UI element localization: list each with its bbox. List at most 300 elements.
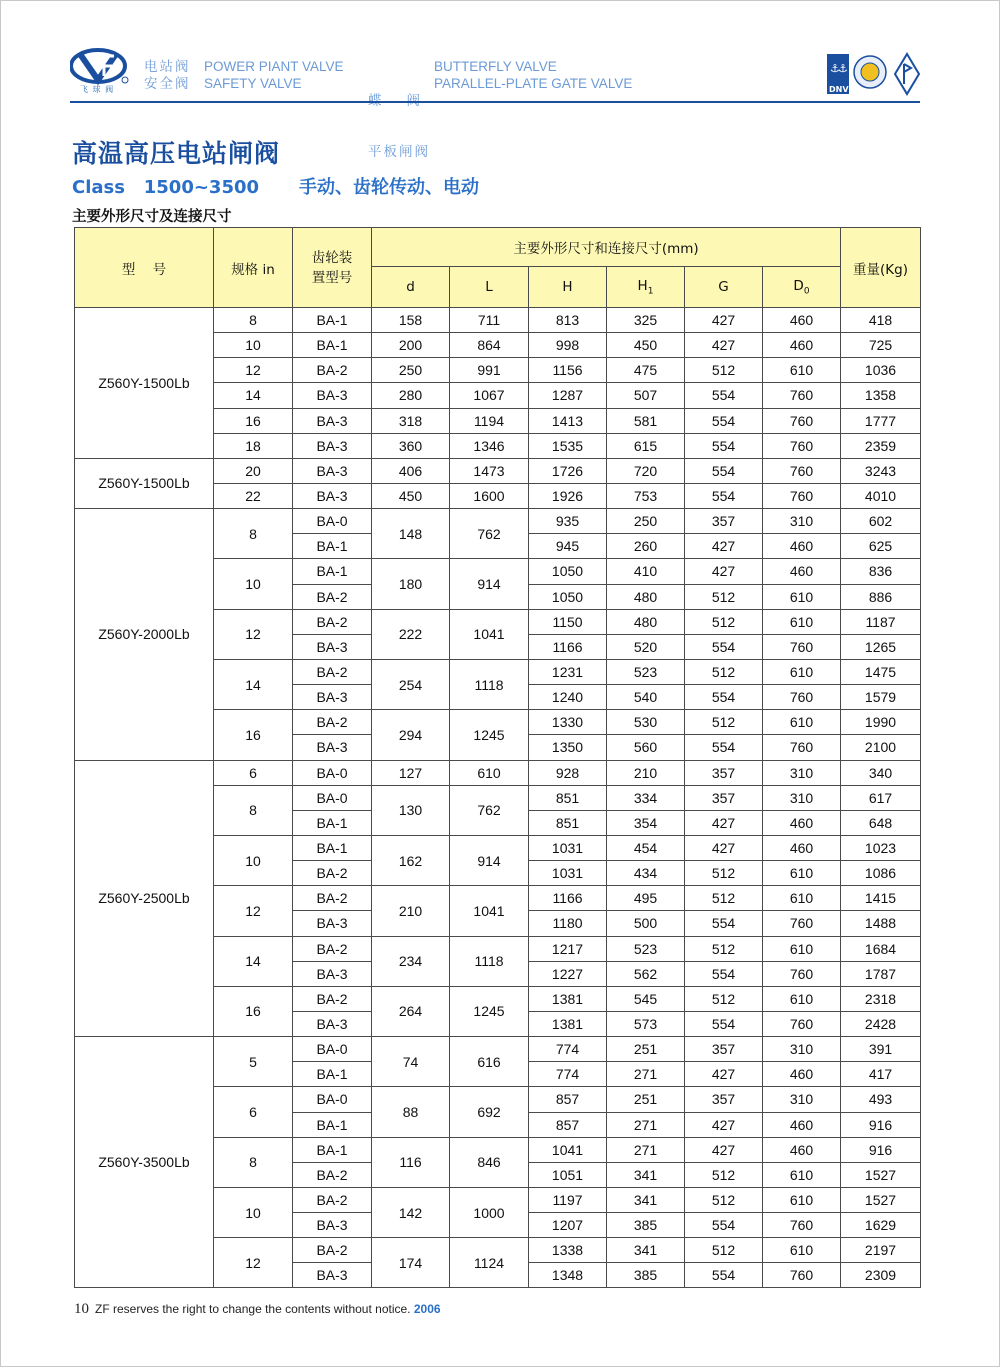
D0-cell: 460	[763, 1137, 841, 1162]
H-cell: 1350	[529, 735, 607, 760]
size-cell: 8	[214, 308, 293, 333]
H1-cell: 480	[607, 609, 685, 634]
weight-cell: 1990	[841, 710, 921, 735]
H-cell: 1166	[529, 886, 607, 911]
D0-cell: 760	[763, 483, 841, 508]
gear-cell: BA-2	[293, 609, 372, 634]
gear-cell: BA-1	[293, 835, 372, 860]
G-cell: 554	[685, 1263, 763, 1288]
H-cell: 1381	[529, 1011, 607, 1036]
G-cell: 427	[685, 333, 763, 358]
svg-text:⚓: ⚓	[838, 62, 848, 75]
G-cell: 357	[685, 785, 763, 810]
weight-cell: 391	[841, 1037, 921, 1062]
D0-cell: 610	[763, 936, 841, 961]
H1-cell: 545	[607, 986, 685, 1011]
weight-cell: 418	[841, 308, 921, 333]
H-cell: 1726	[529, 458, 607, 483]
D0-cell: 610	[763, 609, 841, 634]
table-body	[75, 308, 921, 1288]
H-cell: 935	[529, 509, 607, 534]
d-cell: 158	[372, 308, 450, 333]
H-cell: 857	[529, 1112, 607, 1137]
gear-cell: BA-2	[293, 1187, 372, 1212]
gear-cell: BA-1	[293, 1137, 372, 1162]
weight-cell: 417	[841, 1062, 921, 1087]
size-cell: 20	[214, 458, 293, 483]
D0-cell: 760	[763, 911, 841, 936]
gear-cell: BA-2	[293, 886, 372, 911]
D0-cell: 610	[763, 710, 841, 735]
gear-cell: BA-2	[293, 358, 372, 383]
H1-cell: 615	[607, 433, 685, 458]
d-cell: 142	[372, 1187, 450, 1237]
dimensions-table	[74, 227, 921, 1288]
gear-cell: BA-3	[293, 911, 372, 936]
size-cell: 16	[214, 710, 293, 760]
gear-cell: BA-2	[293, 986, 372, 1011]
G-cell: 554	[685, 911, 763, 936]
size-cell: 14	[214, 383, 293, 408]
gear-cell: BA-1	[293, 308, 372, 333]
H-cell: 1330	[529, 710, 607, 735]
d-cell: 254	[372, 659, 450, 709]
L-cell: 1041	[450, 886, 529, 936]
header-L: L	[450, 267, 529, 308]
D0-cell: 310	[763, 1037, 841, 1062]
H-cell: 1227	[529, 961, 607, 986]
table-row	[75, 509, 921, 534]
H1-cell: 434	[607, 861, 685, 886]
gear-cell: BA-2	[293, 584, 372, 609]
L-cell: 711	[450, 308, 529, 333]
G-cell: 357	[685, 509, 763, 534]
H-cell: 1217	[529, 936, 607, 961]
G-cell: 512	[685, 659, 763, 684]
d-cell: 162	[372, 835, 450, 885]
H-cell: 928	[529, 760, 607, 785]
header-model: 型 号	[75, 228, 214, 308]
d-cell: 406	[372, 458, 450, 483]
header-label: 安全阀	[144, 76, 191, 91]
d-cell: 180	[372, 559, 450, 609]
size-cell: 16	[214, 408, 293, 433]
gear-cell: BA-3	[293, 458, 372, 483]
size-cell: 8	[214, 785, 293, 835]
G-cell: 554	[685, 433, 763, 458]
class-range: Class 1500~3500	[72, 177, 260, 198]
D0-cell: 610	[763, 1187, 841, 1212]
H1-cell: 500	[607, 911, 685, 936]
gear-cell: BA-3	[293, 1213, 372, 1238]
D0-cell: 610	[763, 1162, 841, 1187]
H-cell: 1051	[529, 1162, 607, 1187]
d-cell: 210	[372, 886, 450, 936]
certification-logos-icon	[825, 50, 920, 96]
H1-cell: 334	[607, 785, 685, 810]
G-cell: 512	[685, 986, 763, 1011]
D0-cell: 610	[763, 659, 841, 684]
svg-text:⚓: ⚓	[830, 62, 840, 75]
gear-cell: BA-3	[293, 735, 372, 760]
weight-cell: 916	[841, 1112, 921, 1137]
L-cell: 1245	[450, 710, 529, 760]
weight-cell: 1265	[841, 634, 921, 659]
size-cell: 8	[214, 1137, 293, 1187]
G-cell: 427	[685, 1062, 763, 1087]
logo-text: 飞 球 阀	[80, 85, 115, 94]
D0-cell: 760	[763, 408, 841, 433]
H1-cell: 573	[607, 1011, 685, 1036]
G-cell: 357	[685, 1087, 763, 1112]
d-cell: 222	[372, 609, 450, 659]
gear-cell: BA-2	[293, 1238, 372, 1263]
D0-cell: 760	[763, 735, 841, 760]
weight-cell: 836	[841, 559, 921, 584]
weight-cell: 1036	[841, 358, 921, 383]
L-cell: 1118	[450, 659, 529, 709]
header-H1: $H_1$	[607, 267, 685, 308]
size-cell: 10	[214, 559, 293, 609]
d-cell: 234	[372, 936, 450, 986]
H1-cell: 523	[607, 659, 685, 684]
H-cell: 1207	[529, 1213, 607, 1238]
gear-cell: BA-2	[293, 1162, 372, 1187]
D0-cell: 610	[763, 886, 841, 911]
G-cell: 512	[685, 1187, 763, 1212]
L-cell: 1041	[450, 609, 529, 659]
L-cell: 864	[450, 333, 529, 358]
weight-cell: 340	[841, 760, 921, 785]
H1-cell: 271	[607, 1137, 685, 1162]
G-cell: 512	[685, 886, 763, 911]
gear-cell: BA-0	[293, 785, 372, 810]
size-cell: 10	[214, 333, 293, 358]
weight-cell: 2197	[841, 1238, 921, 1263]
gear-cell: BA-3	[293, 961, 372, 986]
H-cell: 945	[529, 534, 607, 559]
G-cell: 427	[685, 1137, 763, 1162]
H1-cell: 325	[607, 308, 685, 333]
H-cell: 857	[529, 1087, 607, 1112]
header-size: 规格 in	[214, 228, 293, 308]
weight-cell: 1777	[841, 408, 921, 433]
G-cell: 554	[685, 408, 763, 433]
G-cell: 357	[685, 1037, 763, 1062]
D0-cell: 760	[763, 685, 841, 710]
H-cell: 1050	[529, 559, 607, 584]
weight-cell: 1086	[841, 861, 921, 886]
H-cell: 1240	[529, 685, 607, 710]
H-cell: 1926	[529, 483, 607, 508]
H1-cell: 562	[607, 961, 685, 986]
model-cell: Z560Y-2500Lb	[75, 760, 214, 1037]
weight-cell: 2309	[841, 1263, 921, 1288]
D0-cell: 310	[763, 509, 841, 534]
d-cell: 294	[372, 710, 450, 760]
G-cell: 427	[685, 835, 763, 860]
d-cell: 250	[372, 358, 450, 383]
G-cell: 512	[685, 358, 763, 383]
G-cell: 427	[685, 534, 763, 559]
G-cell: 512	[685, 710, 763, 735]
G-cell: 512	[685, 1238, 763, 1263]
gear-cell: BA-2	[293, 936, 372, 961]
L-cell: 1346	[450, 433, 529, 458]
gear-cell: BA-3	[293, 634, 372, 659]
page-title: 高温高压电站闸阀	[72, 139, 281, 168]
header-G: G	[685, 267, 763, 308]
D0-cell: 460	[763, 308, 841, 333]
G-cell: 512	[685, 936, 763, 961]
L-cell: 762	[450, 785, 529, 835]
D0-cell: 610	[763, 986, 841, 1011]
L-cell: 914	[450, 835, 529, 885]
D0-cell: 760	[763, 383, 841, 408]
header-label: SAFETY VALVE	[204, 76, 302, 91]
gear-cell: BA-2	[293, 861, 372, 886]
H1-cell: 410	[607, 559, 685, 584]
weight-cell: 1358	[841, 383, 921, 408]
gear-cell: BA-0	[293, 509, 372, 534]
H1-cell: 450	[607, 333, 685, 358]
G-cell: 554	[685, 483, 763, 508]
G-cell: 512	[685, 584, 763, 609]
L-cell: 1067	[450, 383, 529, 408]
H-cell: 1031	[529, 835, 607, 860]
header-H: H	[529, 267, 607, 308]
D0-cell: 460	[763, 810, 841, 835]
model-cell: Z560Y-3500Lb	[75, 1037, 214, 1288]
D0-cell: 460	[763, 1062, 841, 1087]
gear-cell: BA-1	[293, 534, 372, 559]
footer-notice: ZF reserves the right to change the contents without notice.	[95, 1302, 411, 1316]
H1-cell: 475	[607, 358, 685, 383]
size-cell: 12	[214, 609, 293, 659]
G-cell: 427	[685, 559, 763, 584]
H1-cell: 210	[607, 760, 685, 785]
L-cell: 991	[450, 358, 529, 383]
size-cell: 22	[214, 483, 293, 508]
G-cell: 427	[685, 308, 763, 333]
H1-cell: 251	[607, 1087, 685, 1112]
G-cell: 427	[685, 810, 763, 835]
d-cell: 280	[372, 383, 450, 408]
H-cell: 851	[529, 785, 607, 810]
dnv-label: DNV	[829, 85, 849, 94]
gear-cell: BA-3	[293, 383, 372, 408]
gear-cell: BA-3	[293, 685, 372, 710]
page-number: 10	[74, 1301, 89, 1317]
L-cell: 1245	[450, 986, 529, 1036]
weight-cell: 2318	[841, 986, 921, 1011]
weight-cell: 725	[841, 333, 921, 358]
H-cell: 1287	[529, 383, 607, 408]
header-rule	[70, 101, 920, 103]
L-cell: 692	[450, 1087, 529, 1137]
H1-cell: 753	[607, 483, 685, 508]
H-cell: 851	[529, 810, 607, 835]
D0-cell: 460	[763, 333, 841, 358]
H-cell: 1338	[529, 1238, 607, 1263]
size-cell: 8	[214, 509, 293, 559]
header-label: PARALLEL-PLATE GATE VALVE	[434, 76, 633, 91]
H-cell: 1156	[529, 358, 607, 383]
H1-cell: 530	[607, 710, 685, 735]
H-cell: 998	[529, 333, 607, 358]
gear-cell: BA-2	[293, 710, 372, 735]
page-subtitle	[72, 173, 479, 199]
weight-cell: 1023	[841, 835, 921, 860]
gear-cell: BA-3	[293, 408, 372, 433]
header-dims-group: 主要外形尺寸和连接尺寸(mm)	[372, 228, 841, 267]
header-col1-en	[204, 58, 344, 92]
weight-cell: 1527	[841, 1187, 921, 1212]
weight-cell: 617	[841, 785, 921, 810]
weight-cell: 1187	[841, 609, 921, 634]
D0-cell: 460	[763, 559, 841, 584]
d-cell: 450	[372, 483, 450, 508]
header-label: BUTTERFLY VALVE	[434, 59, 557, 74]
weight-cell: 625	[841, 534, 921, 559]
H1-cell: 354	[607, 810, 685, 835]
L-cell: 1194	[450, 408, 529, 433]
H1-cell: 720	[607, 458, 685, 483]
weight-cell: 493	[841, 1087, 921, 1112]
d-cell: 200	[372, 333, 450, 358]
H1-cell: 480	[607, 584, 685, 609]
H1-cell: 341	[607, 1238, 685, 1263]
size-cell: 10	[214, 835, 293, 885]
D0-cell: 760	[763, 1213, 841, 1238]
gear-cell: BA-0	[293, 1087, 372, 1112]
G-cell: 554	[685, 961, 763, 986]
model-cell: Z560Y-2000Lb	[75, 509, 214, 760]
d-cell: 148	[372, 509, 450, 559]
D0-cell: 610	[763, 584, 841, 609]
D0-cell: 310	[763, 760, 841, 785]
H-cell: 1197	[529, 1187, 607, 1212]
size-cell: 14	[214, 659, 293, 709]
G-cell: 554	[685, 1213, 763, 1238]
header-d: d	[372, 267, 450, 308]
gear-cell: BA-1	[293, 1112, 372, 1137]
H1-cell: 507	[607, 383, 685, 408]
gear-cell: BA-1	[293, 333, 372, 358]
table-row	[75, 458, 921, 483]
d-cell: 360	[372, 433, 450, 458]
weight-cell: 1579	[841, 685, 921, 710]
header-D0: $D_0$	[763, 267, 841, 308]
weight-cell: 886	[841, 584, 921, 609]
H1-cell: 520	[607, 634, 685, 659]
D0-cell: 310	[763, 785, 841, 810]
D0-cell: 760	[763, 961, 841, 986]
H-cell: 1031	[529, 861, 607, 886]
weight-cell: 916	[841, 1137, 921, 1162]
G-cell: 427	[685, 1112, 763, 1137]
d-cell: 264	[372, 986, 450, 1036]
size-cell: 5	[214, 1037, 293, 1087]
D0-cell: 460	[763, 835, 841, 860]
gear-cell: BA-1	[293, 810, 372, 835]
H1-cell: 560	[607, 735, 685, 760]
H1-cell: 250	[607, 509, 685, 534]
L-cell: 762	[450, 509, 529, 559]
header-gear: 齿轮装 置型号	[293, 228, 372, 308]
H-cell: 1050	[529, 584, 607, 609]
H1-cell: 540	[607, 685, 685, 710]
weight-cell: 648	[841, 810, 921, 835]
model-cell: Z560Y-1500Lb	[75, 308, 214, 459]
d-cell: 174	[372, 1238, 450, 1288]
size-cell: 6	[214, 1087, 293, 1137]
G-cell: 554	[685, 685, 763, 710]
operation-types: 手动、齿轮传动、电动	[299, 177, 480, 198]
H-cell: 1150	[529, 609, 607, 634]
L-cell: 1473	[450, 458, 529, 483]
size-cell: 12	[214, 886, 293, 936]
H-cell: 1413	[529, 408, 607, 433]
D0-cell: 610	[763, 861, 841, 886]
G-cell: 357	[685, 760, 763, 785]
H1-cell: 271	[607, 1062, 685, 1087]
gear-cell: BA-3	[293, 433, 372, 458]
H-cell: 1381	[529, 986, 607, 1011]
d-cell: 318	[372, 408, 450, 433]
gear-cell: BA-1	[293, 559, 372, 584]
weight-cell: 1488	[841, 911, 921, 936]
header-col1-cn	[144, 58, 191, 92]
H1-cell: 341	[607, 1187, 685, 1212]
table-row	[75, 308, 921, 333]
size-cell: 14	[214, 936, 293, 986]
D0-cell: 610	[763, 1238, 841, 1263]
header-label: 电站阀	[144, 59, 191, 74]
d-cell: 88	[372, 1087, 450, 1137]
H-cell: 1535	[529, 433, 607, 458]
weight-cell: 1475	[841, 659, 921, 684]
header-weight: 重量(Kg)	[841, 228, 921, 308]
D0-cell: 760	[763, 634, 841, 659]
weight-cell: 1629	[841, 1213, 921, 1238]
H1-cell: 251	[607, 1037, 685, 1062]
H1-cell: 581	[607, 408, 685, 433]
H1-cell: 523	[607, 936, 685, 961]
D0-cell: 460	[763, 1112, 841, 1137]
weight-cell: 2359	[841, 433, 921, 458]
weight-cell: 3243	[841, 458, 921, 483]
gear-cell: BA-3	[293, 1011, 372, 1036]
gear-cell: BA-0	[293, 1037, 372, 1062]
G-cell: 554	[685, 458, 763, 483]
G-cell: 512	[685, 609, 763, 634]
table-row	[75, 760, 921, 785]
D0-cell: 760	[763, 1263, 841, 1288]
gear-cell: BA-2	[293, 659, 372, 684]
L-cell: 1124	[450, 1238, 529, 1288]
gear-cell: BA-0	[293, 760, 372, 785]
H-cell: 1041	[529, 1137, 607, 1162]
L-cell: 914	[450, 559, 529, 609]
L-cell: 1118	[450, 936, 529, 986]
H-cell: 774	[529, 1037, 607, 1062]
size-cell: 16	[214, 986, 293, 1036]
L-cell: 1000	[450, 1187, 529, 1237]
model-cell: Z560Y-1500Lb	[75, 458, 214, 508]
H1-cell: 341	[607, 1162, 685, 1187]
H1-cell: 385	[607, 1213, 685, 1238]
